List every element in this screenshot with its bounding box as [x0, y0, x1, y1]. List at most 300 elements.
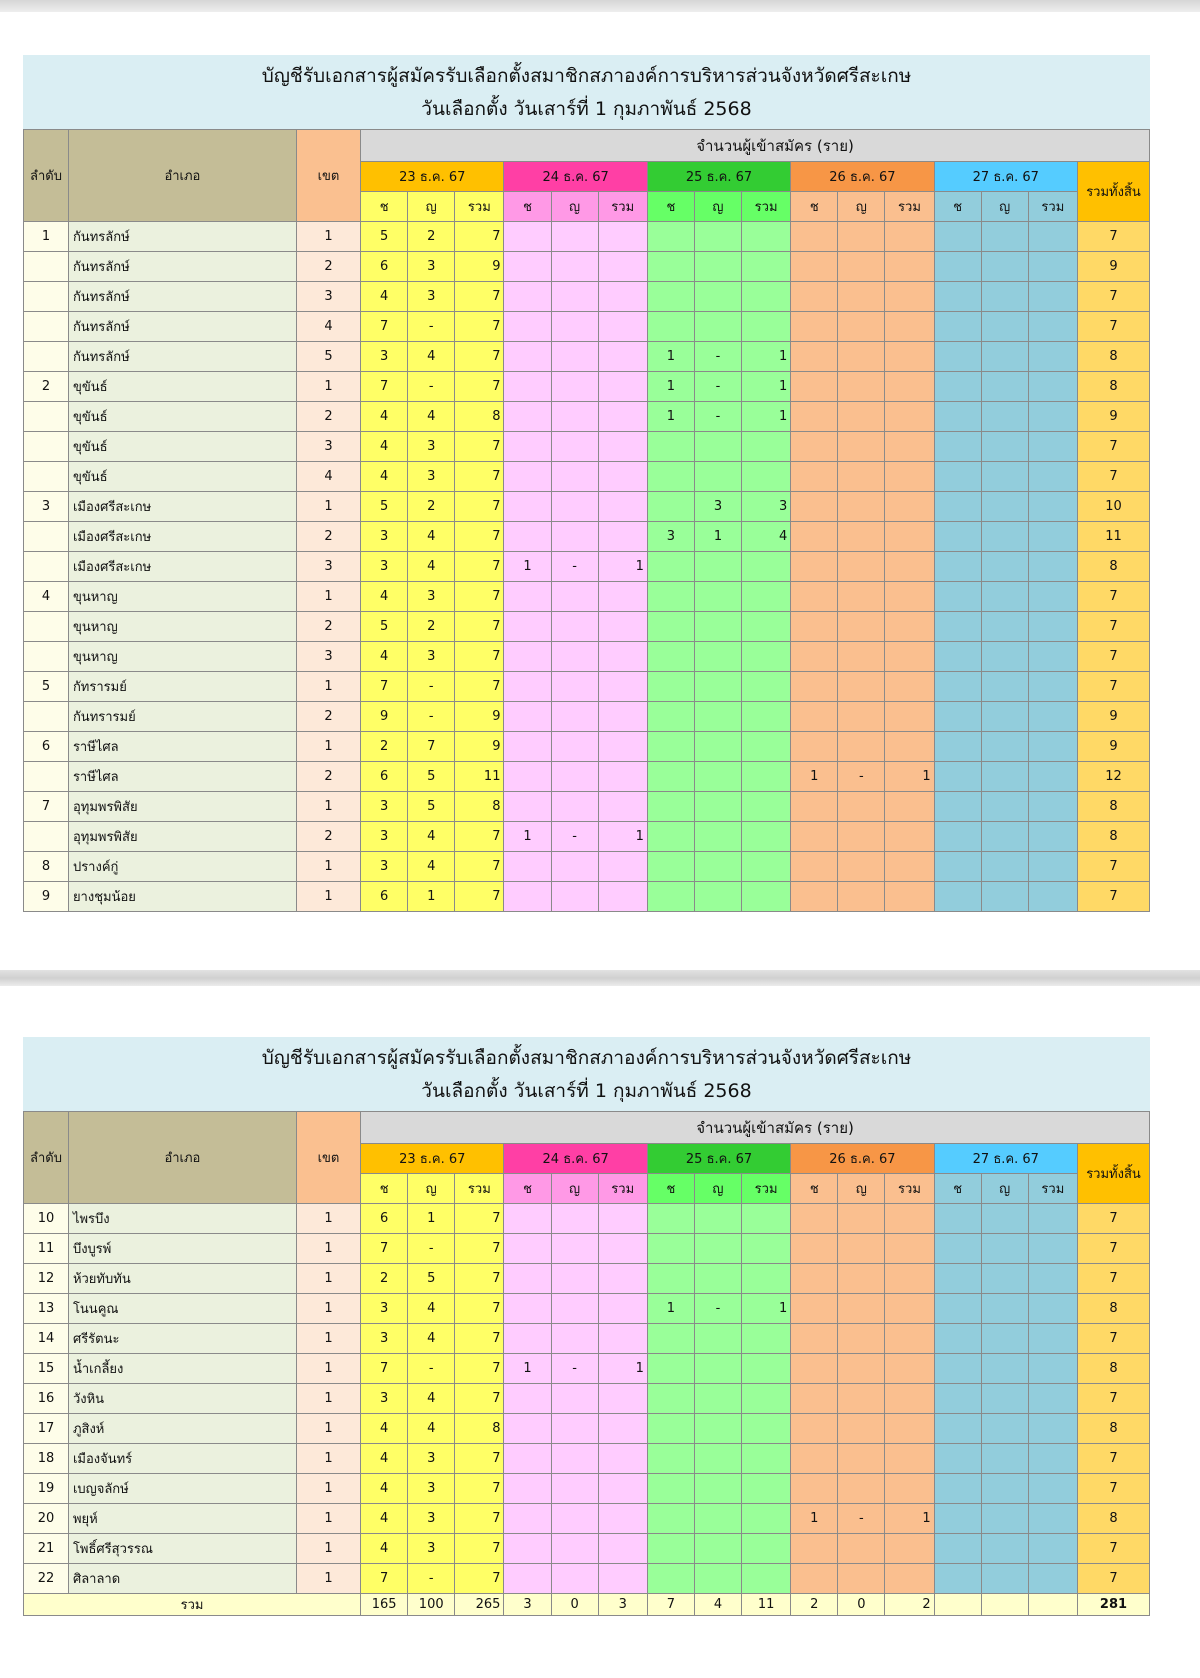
date-2-male-cell	[504, 612, 551, 642]
sub-male: ช	[791, 1174, 838, 1204]
date-5-male-cell	[934, 1444, 981, 1474]
date-2-male-cell	[504, 522, 551, 552]
table-row	[24, 1564, 1150, 1594]
table-row	[24, 702, 1150, 732]
date-3-male-cell: 1	[647, 1294, 694, 1324]
district-cell: ศิลาลาด	[68, 1564, 296, 1594]
date-1-male-cell: 3	[361, 342, 408, 372]
date-4-sum-cell	[885, 1414, 934, 1444]
date-4-female-cell	[838, 1204, 885, 1234]
date-5-sum-cell	[1028, 1324, 1077, 1354]
district-cell: ขุขันธ์	[68, 462, 296, 492]
date-3-male-cell	[647, 792, 694, 822]
date-1-female-cell: 3	[408, 432, 455, 462]
date-5-male-cell	[934, 762, 981, 792]
zone-cell: 1	[296, 1354, 360, 1384]
district-cell: อุทุมพรพิสัย	[68, 822, 296, 852]
date-4-sum-cell: 1	[885, 1504, 934, 1534]
header-grand-total: รวมทั้งสิ้น	[1077, 162, 1149, 222]
date-1-sum-cell: 9	[455, 252, 504, 282]
date-1-female-cell: 2	[408, 222, 455, 252]
date-2-female-cell	[551, 1294, 598, 1324]
date-5-female-cell	[981, 462, 1028, 492]
date-1-sum-cell: 11	[455, 762, 504, 792]
header-count	[361, 130, 1150, 162]
date-1-male-cell: 3	[361, 792, 408, 822]
date-4-male-cell	[791, 492, 838, 522]
date-5-male-cell	[934, 282, 981, 312]
table-row	[24, 882, 1150, 912]
header-zone: เขต	[296, 1112, 360, 1204]
order-cell	[24, 612, 69, 642]
zone-cell: 1	[296, 672, 360, 702]
date-5-sum-cell	[1028, 402, 1077, 432]
date-4-sum-cell	[885, 882, 934, 912]
date-1-male-cell: 6	[361, 252, 408, 282]
district-cell: เบญจลักษ์	[68, 1474, 296, 1504]
table-row	[24, 462, 1150, 492]
date-3-sum-cell	[742, 882, 791, 912]
sub-sum: รวม	[598, 1174, 647, 1204]
date-5-male-cell	[934, 1474, 981, 1504]
date-3-male-cell	[647, 252, 694, 282]
date-2-male-cell	[504, 672, 551, 702]
district-cell: น้ำเกลี้ยง	[68, 1354, 296, 1384]
header-date-3: 25 ธ.ค. 67	[647, 162, 790, 192]
header-date-2: 24 ธ.ค. 67	[504, 1144, 647, 1174]
date-5-male-cell	[934, 732, 981, 762]
date-1-male-cell: 2	[361, 732, 408, 762]
date-2-male-cell	[504, 1474, 551, 1504]
row-total-cell: 8	[1077, 792, 1149, 822]
order-cell: 22	[24, 1564, 69, 1594]
date-2-male-cell	[504, 1564, 551, 1594]
date-5-male-cell	[934, 432, 981, 462]
zone-cell: 1	[296, 222, 360, 252]
date-3-male-cell	[647, 642, 694, 672]
table-row	[24, 822, 1150, 852]
date-1-female-cell: 1	[408, 882, 455, 912]
date-2-female-cell	[551, 282, 598, 312]
date-3-male-cell	[647, 852, 694, 882]
district-cell: กัทรารมย์	[68, 672, 296, 702]
date-3-male-cell	[647, 672, 694, 702]
date-3-male-cell	[647, 702, 694, 732]
total-label: รวม	[24, 1594, 361, 1616]
date-4-female-cell	[838, 342, 885, 372]
date-3-male-cell	[647, 462, 694, 492]
row-total-cell: 7	[1077, 432, 1149, 462]
row-total-cell: 7	[1077, 462, 1149, 492]
date-5-sum-cell	[1028, 222, 1077, 252]
date-2-sum-cell	[598, 252, 647, 282]
date-3-male-cell	[647, 1534, 694, 1564]
date-5-female-cell	[981, 732, 1028, 762]
date-1-sum-cell: 7	[455, 1324, 504, 1354]
date-1-female-cell: 2	[408, 492, 455, 522]
date-1-female-cell: 3	[408, 1444, 455, 1474]
table-row	[24, 522, 1150, 552]
header-zone: เขต	[296, 130, 360, 222]
date-5-sum-cell	[1028, 1534, 1077, 1564]
date-3-female-cell: -	[694, 342, 741, 372]
date-2-male-cell	[504, 1324, 551, 1354]
date-2-sum-cell	[598, 432, 647, 462]
date-5-female-cell	[981, 702, 1028, 732]
date-2-sum-cell	[598, 732, 647, 762]
date-5-male-cell	[934, 792, 981, 822]
date-5-female-cell	[981, 342, 1028, 372]
date-3-male-cell	[647, 732, 694, 762]
date-4-sum-cell	[885, 342, 934, 372]
date-5-female-cell	[981, 1474, 1028, 1504]
zone-cell: 1	[296, 1444, 360, 1474]
zone-cell: 2	[296, 612, 360, 642]
date-3-sum-cell	[742, 1564, 791, 1594]
date-2-male-cell	[504, 462, 551, 492]
date-1-male-cell: 7	[361, 672, 408, 702]
date-3-male-cell	[647, 1204, 694, 1234]
date-3-male-cell	[647, 1384, 694, 1414]
date-5-female-cell	[981, 852, 1028, 882]
date-4-female-cell	[838, 222, 885, 252]
header-grand-total: รวมทั้งสิ้น	[1077, 1144, 1149, 1204]
date-3-male-cell	[647, 1264, 694, 1294]
date-5-sum-cell	[1028, 1294, 1077, 1324]
date-1-sum-cell: 7	[455, 1234, 504, 1264]
date-5-male-cell	[934, 1354, 981, 1384]
date-2-female-cell	[551, 402, 598, 432]
date-3-male-cell: 1	[647, 402, 694, 432]
date-5-male-cell	[934, 492, 981, 522]
date-2-female-cell	[551, 1504, 598, 1534]
date-3-female-cell	[694, 282, 741, 312]
date-2-male-cell	[504, 1294, 551, 1324]
district-cell: พยุห์	[68, 1504, 296, 1534]
date-1-sum-cell: 7	[455, 522, 504, 552]
date-4-sum-cell	[885, 462, 934, 492]
date-4-female-cell	[838, 852, 885, 882]
date-5-female-cell	[981, 792, 1028, 822]
order-cell: 11	[24, 1234, 69, 1264]
date-2-female-cell	[551, 642, 598, 672]
date-2-female-cell	[551, 312, 598, 342]
date-3-sum-cell	[742, 432, 791, 462]
date-5-female-cell	[981, 1354, 1028, 1384]
date-2-sum-cell	[598, 222, 647, 252]
date-5-female-cell	[981, 612, 1028, 642]
date-5-male-cell	[934, 642, 981, 672]
sub-female: ญ	[838, 1174, 885, 1204]
row-total-cell: 9	[1077, 702, 1149, 732]
row-total-cell: 8	[1077, 822, 1149, 852]
date-5-male-cell	[934, 252, 981, 282]
date-2-male-cell	[504, 342, 551, 372]
date-5-sum-cell	[1028, 372, 1077, 402]
table-row	[24, 582, 1150, 612]
date-3-female-cell	[694, 672, 741, 702]
date-3-sum-cell	[742, 282, 791, 312]
date-4-sum-cell	[885, 1444, 934, 1474]
date-1-female-cell: 3	[408, 462, 455, 492]
date-3-male-cell	[647, 222, 694, 252]
row-total-cell: 9	[1077, 732, 1149, 762]
date-2-sum-cell	[598, 882, 647, 912]
date-4-sum-cell	[885, 1234, 934, 1264]
zone-cell: 3	[296, 282, 360, 312]
date-2-sum-cell	[598, 1414, 647, 1444]
table-row	[24, 642, 1150, 672]
date-2-female-cell	[551, 522, 598, 552]
date-4-sum-cell	[885, 1384, 934, 1414]
date-5-male-cell	[934, 1264, 981, 1294]
date-4-sum-cell	[885, 672, 934, 702]
date-3-female-cell: 1	[694, 522, 741, 552]
table-body	[24, 222, 1150, 912]
date-5-male-cell	[934, 702, 981, 732]
table-row	[24, 612, 1150, 642]
date-4-male-cell	[791, 372, 838, 402]
date-2-male-cell	[504, 882, 551, 912]
date-1-female-cell: 7	[408, 732, 455, 762]
date-2-female-cell	[551, 762, 598, 792]
table-row	[24, 342, 1150, 372]
district-cell: ห้วยทับทัน	[68, 1264, 296, 1294]
date-2-sum-cell	[598, 1474, 647, 1504]
district-cell: กันทรลักษ์	[68, 342, 296, 372]
date-4-female-cell	[838, 732, 885, 762]
date-5-sum-cell	[1028, 882, 1077, 912]
total-cell: 4	[694, 1594, 741, 1616]
date-1-female-cell: 3	[408, 582, 455, 612]
order-cell: 14	[24, 1324, 69, 1354]
date-1-sum-cell: 7	[455, 282, 504, 312]
date-3-sum-cell	[742, 852, 791, 882]
date-4-sum-cell	[885, 822, 934, 852]
date-3-sum-cell	[742, 762, 791, 792]
total-cell: 2	[885, 1594, 934, 1616]
date-4-sum-cell	[885, 282, 934, 312]
date-3-male-cell	[647, 1354, 694, 1384]
table-footer	[24, 1594, 1150, 1616]
table-body	[24, 1204, 1150, 1594]
date-5-male-cell	[934, 372, 981, 402]
date-2-male-cell	[504, 252, 551, 282]
date-1-sum-cell: 7	[455, 1354, 504, 1384]
date-2-female-cell	[551, 1264, 598, 1294]
header-count-text: จำนวนผู้เข้าสมัคร (ราย)	[696, 1118, 854, 1137]
zone-cell: 2	[296, 822, 360, 852]
date-2-sum-cell	[598, 612, 647, 642]
title-line-1: บัญชีรับเอกสารผู้สมัครรับเลือกตั้งสมาชิกสภาองค์การบริหารส่วนจังหวัดศรีสะเกษ	[261, 1047, 912, 1069]
date-2-sum-cell	[598, 492, 647, 522]
date-5-female-cell	[981, 1414, 1028, 1444]
date-4-sum-cell	[885, 222, 934, 252]
date-2-sum-cell	[598, 1294, 647, 1324]
date-2-female-cell	[551, 732, 598, 762]
order-cell: 18	[24, 1444, 69, 1474]
date-2-sum-cell	[598, 582, 647, 612]
date-2-male-cell	[504, 642, 551, 672]
zone-cell: 1	[296, 1414, 360, 1444]
date-4-female-cell	[838, 582, 885, 612]
date-3-male-cell	[647, 1504, 694, 1534]
date-1-male-cell: 5	[361, 492, 408, 522]
date-4-sum-cell	[885, 312, 934, 342]
date-1-female-cell: -	[408, 1234, 455, 1264]
zone-cell: 1	[296, 1504, 360, 1534]
date-1-male-cell: 4	[361, 1414, 408, 1444]
header-count-text: จำนวนผู้เข้าสมัคร (ราย)	[696, 136, 854, 155]
date-4-female-cell	[838, 432, 885, 462]
date-5-male-cell	[934, 402, 981, 432]
date-2-female-cell	[551, 432, 598, 462]
date-5-female-cell	[981, 1294, 1028, 1324]
date-3-sum-cell: 1	[742, 342, 791, 372]
date-4-male-cell	[791, 1534, 838, 1564]
date-5-female-cell	[981, 402, 1028, 432]
date-4-female-cell	[838, 642, 885, 672]
date-2-sum-cell	[598, 1204, 647, 1234]
date-3-female-cell	[694, 612, 741, 642]
date-1-female-cell: 4	[408, 402, 455, 432]
date-3-sum-cell	[742, 252, 791, 282]
order-cell: 19	[24, 1474, 69, 1504]
date-2-male-cell	[504, 792, 551, 822]
date-3-sum-cell	[742, 642, 791, 672]
table-row	[24, 732, 1150, 762]
date-2-female-cell	[551, 612, 598, 642]
table-row	[24, 1354, 1150, 1384]
sub-male: ช	[934, 192, 981, 222]
date-1-sum-cell: 7	[455, 462, 504, 492]
date-1-female-cell: 2	[408, 612, 455, 642]
date-5-male-cell	[934, 522, 981, 552]
date-5-female-cell	[981, 522, 1028, 552]
date-3-female-cell	[694, 1384, 741, 1414]
date-5-sum-cell	[1028, 492, 1077, 522]
date-1-sum-cell: 7	[455, 372, 504, 402]
date-1-sum-cell: 7	[455, 1444, 504, 1474]
date-1-female-cell: 5	[408, 1264, 455, 1294]
date-4-female-cell	[838, 1264, 885, 1294]
date-3-male-cell	[647, 1234, 694, 1264]
date-2-sum-cell	[598, 1324, 647, 1354]
table-row	[24, 372, 1150, 402]
zone-cell: 1	[296, 372, 360, 402]
sub-female: ญ	[981, 192, 1028, 222]
sub-male: ช	[361, 192, 408, 222]
date-5-sum-cell	[1028, 792, 1077, 822]
table-row	[24, 492, 1150, 522]
header-count	[361, 1112, 1150, 1144]
row-total-cell: 7	[1077, 1444, 1149, 1474]
date-2-sum-cell	[598, 1264, 647, 1294]
sub-sum: รวม	[455, 1174, 504, 1204]
header-date-4: 26 ธ.ค. 67	[791, 162, 934, 192]
date-1-female-cell: -	[408, 1354, 455, 1384]
date-4-female-cell	[838, 282, 885, 312]
total-row	[24, 1594, 1150, 1616]
date-2-sum-cell	[598, 1234, 647, 1264]
date-3-sum-cell	[742, 1384, 791, 1414]
date-3-female-cell	[694, 732, 741, 762]
date-4-female-cell	[838, 612, 885, 642]
date-4-sum-cell	[885, 1264, 934, 1294]
date-3-sum-cell	[742, 1204, 791, 1234]
date-1-male-cell: 6	[361, 1204, 408, 1234]
date-3-female-cell	[694, 1324, 741, 1354]
date-4-female-cell	[838, 1384, 885, 1414]
date-1-female-cell: 3	[408, 1534, 455, 1564]
date-5-male-cell	[934, 222, 981, 252]
date-2-male-cell	[504, 402, 551, 432]
row-total-cell: 8	[1077, 372, 1149, 402]
zone-cell: 3	[296, 432, 360, 462]
order-cell: 5	[24, 672, 69, 702]
table-row	[24, 552, 1150, 582]
date-3-sum-cell: 1	[742, 372, 791, 402]
date-3-sum-cell	[742, 1414, 791, 1444]
date-2-female-cell: -	[551, 552, 598, 582]
table-row	[24, 1324, 1150, 1354]
header-order: ลำดับ	[24, 130, 69, 222]
date-1-male-cell: 7	[361, 1564, 408, 1594]
date-1-sum-cell: 7	[455, 852, 504, 882]
order-cell: 21	[24, 1534, 69, 1564]
date-1-male-cell: 7	[361, 1234, 408, 1264]
order-cell: 10	[24, 1204, 69, 1234]
date-2-sum-cell: 1	[598, 1354, 647, 1384]
row-total-cell: 7	[1077, 312, 1149, 342]
date-4-female-cell	[838, 882, 885, 912]
date-1-sum-cell: 7	[455, 1204, 504, 1234]
date-3-female-cell: -	[694, 372, 741, 402]
date-5-sum-cell	[1028, 342, 1077, 372]
district-cell: กันทรลักษ์	[68, 252, 296, 282]
date-4-sum-cell	[885, 792, 934, 822]
date-5-sum-cell	[1028, 642, 1077, 672]
row-total-cell: 9	[1077, 402, 1149, 432]
date-1-sum-cell: 7	[455, 1564, 504, 1594]
order-cell: 2	[24, 372, 69, 402]
date-3-sum-cell	[742, 1474, 791, 1504]
date-1-male-cell: 6	[361, 882, 408, 912]
total-cell	[934, 1594, 981, 1616]
order-cell	[24, 522, 69, 552]
table-row	[24, 1444, 1150, 1474]
date-3-male-cell	[647, 312, 694, 342]
date-1-female-cell: 5	[408, 792, 455, 822]
date-1-female-cell: 4	[408, 1414, 455, 1444]
date-4-male-cell	[791, 1264, 838, 1294]
row-total-cell: 10	[1077, 492, 1149, 522]
order-cell: 12	[24, 1264, 69, 1294]
order-cell	[24, 702, 69, 732]
date-4-sum-cell	[885, 1564, 934, 1594]
header-date-3: 25 ธ.ค. 67	[647, 1144, 790, 1174]
date-5-male-cell	[934, 1204, 981, 1234]
date-1-male-cell: 4	[361, 1444, 408, 1474]
date-5-male-cell	[934, 582, 981, 612]
date-1-sum-cell: 7	[455, 582, 504, 612]
date-3-sum-cell: 4	[742, 522, 791, 552]
date-4-male-cell	[791, 552, 838, 582]
date-3-female-cell	[694, 462, 741, 492]
date-4-male-cell: 1	[791, 1504, 838, 1534]
title-box	[23, 1037, 1150, 1111]
date-2-sum-cell	[598, 312, 647, 342]
